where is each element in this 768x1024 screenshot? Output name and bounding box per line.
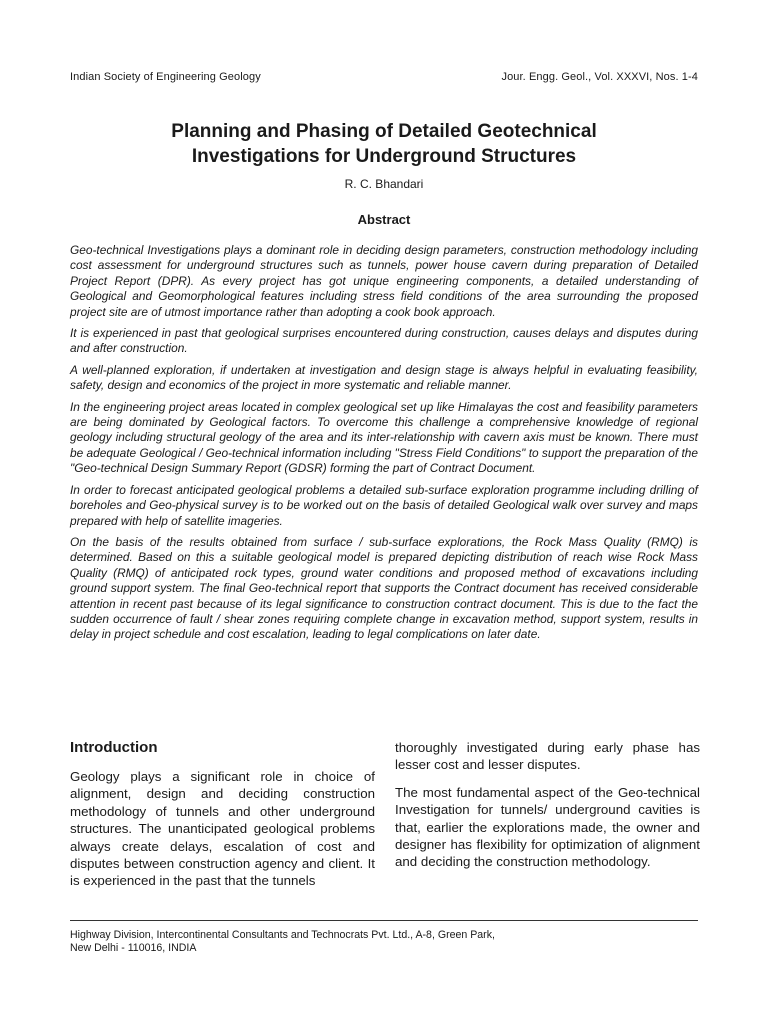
left-column: [70, 738, 375, 900]
abstract-paragraph: In the engineering project areas located in complex geological set up like Himalayas the cost and feasibility parameters are being dominated by Geological factors. To overcome this challenge a comprehensive knowledge of regional geology including structural geology of the area and its inter-relationship with cavern axis must be known. There must be adequate Geological / Geo-technical information including "Stress Field Conditions" to support the preparation of the "Geo-technical Design Summary Report (GDSR) forming the part of Contract Document.: [70, 399, 698, 476]
footnote-line-2: New Delhi - 110016, INDIA: [70, 941, 197, 954]
abstract-paragraph: In order to forecast anticipated geological problems a detailed sub-surface exploration programme including drilling of boreholes and Geo-physical survey is to be worked out on the basis of detailed Geological walk over survey and maps prepared with help of satellite imageries.: [70, 482, 698, 528]
abstract-paragraph: Geo-technical Investigations plays a dominant role in deciding design parameters, construction methodology including cost assessment for underground structures such as tunnels, power house cavern during preparation of Detailed Project Report (DPR). As every project has got unique engineering components, a detailed understanding of Geological and Geomorphological features including stress field conditions of the area surrounding the proposed project site are of utmost importance rather than adopting a cook book approach.: [70, 243, 698, 319]
author-name: R. C. Bhandari: [344, 177, 424, 191]
abstract-paragraph: On the basis of the results obtained from surface / sub-surface explorations, the Rock Mass Quality (RMQ) is determined. Based on this a suitable geological model is prepared depicting distribution of reach wise Rock Mass Quality (RMQ) of anticipated rock types, ground water conditions and proposed method of excavations including ground support system. The final Geo-technical report that supports the Contract document has received considerable attention in recent past because of its legal significance to construction contract document. This is due to the fact the sudden occurrence of fault / shear zones requiring complete change in excavation method, support system, results in delay in project schedule and cost escalation, leading to legal complications on later date.: [70, 534, 698, 642]
paper-title: [70, 119, 698, 169]
title-line-2: Investigations for Underground Structures: [191, 146, 577, 167]
abstract-heading: Abstract: [357, 212, 411, 227]
body-paragraph: Geology plays a significant role in choice of alignment, design and deciding construction methodology of tunnels and other underground structures. The unanticipated geological problems always create delays, escalation of cost and disputes between construction agency and client. It is experienced in the past that the tunnels: [70, 769, 375, 889]
society-name: Indian Society of Engineering Geology: [70, 71, 261, 83]
abstract-paragraph: It is experienced in past that geological surprises encountered during construction, causes delays and disputes during and after construction.: [70, 326, 698, 356]
footnote-divider: [70, 920, 698, 921]
body-paragraph: The most fundamental aspect of the Geo-technical Investigation for tunnels/ underground cavities is that, earlier the explorations made, the owner and designer has flexibility for optimization of alignment and deciding the construction methodology.: [395, 784, 700, 870]
footnote-line-1: Highway Division, Intercontinental Consultants and Technocrats Pvt. Ltd., A-8, Green Park,: [70, 929, 495, 941]
title-line-1: Planning and Phasing of Detailed Geotechnical: [171, 121, 597, 142]
introduction-heading: Introduction: [70, 739, 158, 756]
abstract-body: [70, 243, 698, 649]
body-paragraph: thoroughly investigated during early phase has lesser cost and lesser disputes.: [395, 740, 700, 773]
abstract-paragraph: A well-planned exploration, if undertaken at investigation and design stage is always helpful in evaluating feasibility, safety, design and economics of the project in more systematic and reliable manner.: [70, 362, 698, 393]
running-header: [70, 71, 698, 83]
right-column: [395, 738, 700, 881]
journal-citation: Jour. Engg. Geol., Vol. XXXVI, Nos. 1-4: [501, 71, 698, 83]
author-affiliation-footnote: [70, 929, 698, 954]
